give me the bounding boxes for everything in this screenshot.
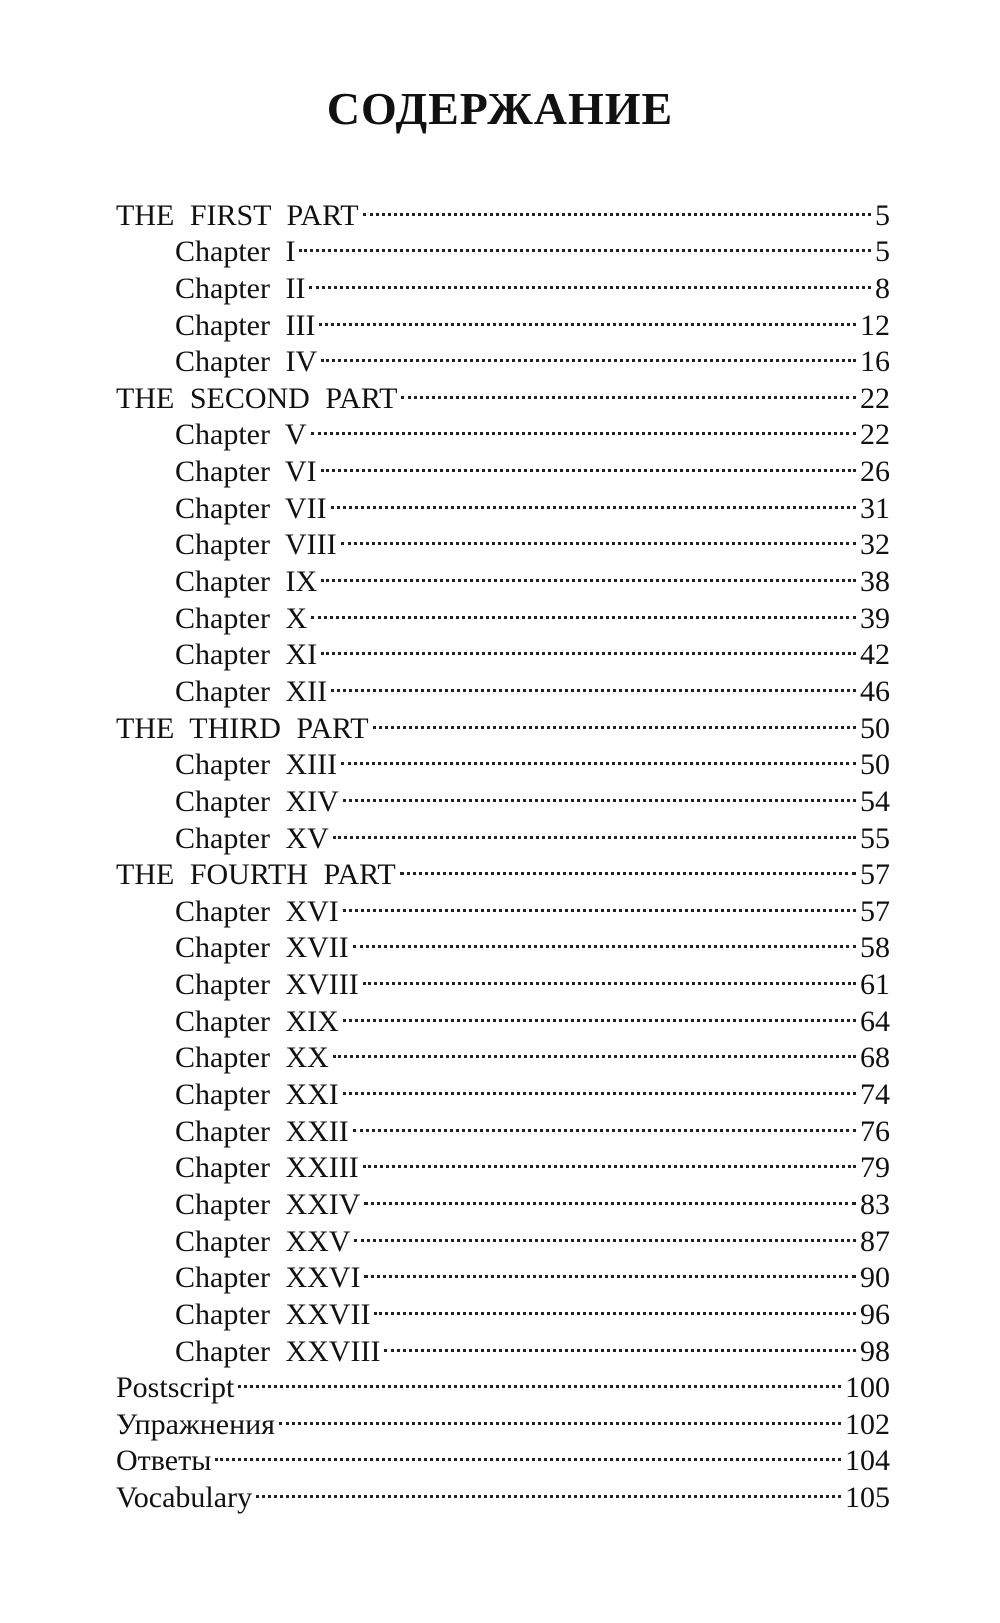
dot-leader: [363, 1141, 856, 1178]
page-title: СОДЕРЖАНИЕ: [326, 83, 674, 134]
dot-leader: [299, 225, 871, 262]
dot-leader: [319, 298, 856, 335]
dot-leader: [373, 701, 856, 738]
toc-entry-label: Chapter XIII: [175, 748, 338, 782]
toc-entry-page-number: 22: [860, 381, 890, 415]
toc-entry-label: Chapter XXIV: [175, 1187, 361, 1221]
toc-entry-label: Chapter XVIII: [175, 968, 359, 1002]
toc-part-entry: [116, 188, 890, 232]
toc-entry-page-number: 46: [860, 674, 890, 708]
toc-entry-page-number: 100: [845, 1371, 890, 1405]
toc-entry-page-number: 105: [845, 1481, 890, 1515]
toc-entry-page-number: 55: [860, 821, 890, 855]
toc-entry-label: Chapter IX: [175, 565, 318, 599]
toc-entry-page-number: 5: [875, 235, 890, 269]
toc-entry-page-number: 74: [860, 1078, 890, 1112]
toc-entry-page-number: 90: [860, 1261, 890, 1295]
dot-leader: [333, 811, 856, 848]
toc-entry-label: Ответы: [116, 1444, 212, 1478]
toc-entry-page-number: 64: [860, 1004, 890, 1038]
toc-part-entry: [116, 1470, 890, 1515]
toc-entry-label: Chapter V: [175, 418, 307, 452]
toc-entry-page-number: 79: [860, 1151, 890, 1185]
toc-entry-page-number: 32: [860, 528, 890, 562]
dot-leader: [321, 444, 856, 481]
dot-leader: [400, 848, 856, 885]
dot-leader: [354, 1214, 856, 1251]
toc-entry-page-number: 76: [860, 1114, 890, 1148]
dot-leader: [321, 335, 856, 372]
toc-entry-page-number: 57: [860, 894, 890, 928]
toc-entry-label: Chapter XIV: [175, 784, 339, 818]
toc-entry-label: Chapter VII: [175, 491, 327, 525]
toc-entry-page-number: 102: [845, 1407, 890, 1441]
toc-entry-label: Chapter II: [175, 271, 306, 305]
toc-entry-page-number: 96: [860, 1297, 890, 1331]
dot-leader: [343, 774, 856, 811]
dot-leader: [353, 1104, 856, 1141]
toc-entry-label: Chapter XXVIII: [175, 1334, 381, 1368]
dot-leader: [331, 481, 856, 518]
toc-entry-page-number: 104: [845, 1444, 890, 1478]
dot-leader: [341, 518, 856, 555]
toc-entry-page-number: 16: [860, 345, 890, 379]
toc-entry-page-number: 26: [860, 455, 890, 489]
dot-leader: [256, 1470, 841, 1507]
toc-entry-label: Chapter III: [175, 308, 316, 342]
dot-leader: [309, 261, 871, 298]
table-of-contents: [116, 188, 890, 1515]
toc-entry-page-number: 8: [875, 271, 890, 305]
toc-entry-label: Chapter IV: [175, 345, 318, 379]
toc-entry-label: Chapter VI: [175, 455, 317, 489]
dot-leader: [215, 1434, 841, 1471]
toc-entry-page-number: 68: [860, 1041, 890, 1075]
toc-entry-label: Chapter XXVI: [175, 1261, 361, 1295]
toc-entry-page-number: 83: [860, 1187, 890, 1221]
dot-leader: [279, 1397, 841, 1434]
toc-entry-label: Chapter X: [175, 601, 308, 635]
toc-entry-page-number: 31: [860, 491, 890, 525]
dot-leader: [238, 1361, 841, 1398]
dot-leader: [333, 1031, 856, 1068]
dot-leader: [401, 371, 856, 408]
dot-leader: [321, 628, 856, 665]
toc-entry-label: Chapter XI: [175, 638, 318, 672]
toc-entry-page-number: 61: [860, 968, 890, 1002]
toc-entry-page-number: 50: [860, 711, 890, 745]
dot-leader: [311, 408, 856, 445]
toc-entry-label: Chapter XX: [175, 1041, 329, 1075]
dot-leader: [343, 1067, 856, 1104]
toc-entry-label: Postscript: [116, 1371, 235, 1405]
dot-leader: [363, 957, 856, 994]
toc-entry-page-number: 98: [860, 1334, 890, 1368]
toc-entry-page-number: 58: [860, 931, 890, 965]
toc-entry-page-number: 5: [875, 198, 890, 232]
toc-entry-label: Chapter XXIII: [175, 1151, 359, 1185]
toc-entry-label: THE THIRD PART: [116, 711, 369, 745]
toc-part-entry: [116, 1434, 890, 1478]
dot-leader: [364, 1251, 856, 1288]
dot-leader: [311, 591, 856, 628]
dot-leader: [331, 664, 856, 701]
toc-entry-page-number: 12: [860, 308, 890, 342]
toc-entry-label: Chapter XXI: [175, 1078, 339, 1112]
toc-entry-label: Chapter XV: [175, 821, 329, 855]
toc-entry-page-number: 39: [860, 601, 890, 635]
toc-entry-page-number: 42: [860, 638, 890, 672]
toc-entry-label: Chapter XIX: [175, 1004, 339, 1038]
toc-entry-page-number: 38: [860, 565, 890, 599]
toc-entry-label: THE SECOND PART: [116, 381, 398, 415]
dot-leader: [363, 188, 871, 225]
toc-entry-page-number: 22: [860, 418, 890, 452]
dot-leader: [341, 738, 856, 775]
dot-leader: [374, 1287, 856, 1324]
toc-entry-label: Chapter XVI: [175, 894, 339, 928]
toc-entry-label: Chapter VIII: [175, 528, 337, 562]
toc-entry-page-number: 50: [860, 748, 890, 782]
toc-entry-label: Chapter XXVII: [175, 1297, 371, 1331]
toc-entry-label: Chapter I: [175, 235, 296, 269]
toc-entry-label: Chapter XXV: [175, 1224, 351, 1258]
toc-entry-label: Chapter XVII: [175, 931, 349, 965]
dot-leader: [364, 1177, 856, 1214]
toc-entry-page-number: 54: [860, 784, 890, 818]
dot-leader: [343, 884, 856, 921]
dot-leader: [384, 1324, 856, 1361]
dot-leader: [321, 554, 856, 591]
dot-leader: [353, 921, 856, 958]
toc-entry-label: Chapter XII: [175, 674, 328, 708]
toc-entry-label: Упражнения: [116, 1407, 275, 1441]
dot-leader: [343, 994, 856, 1031]
toc-entry-page-number: 87: [860, 1224, 890, 1258]
toc-entry-label: THE FIRST PART: [116, 198, 359, 232]
toc-entry-label: Chapter XXII: [175, 1114, 349, 1148]
toc-entry-label: THE FOURTH PART: [116, 858, 396, 892]
toc-entry-page-number: 57: [860, 858, 890, 892]
toc-entry-label: Vocabulary: [116, 1481, 253, 1515]
